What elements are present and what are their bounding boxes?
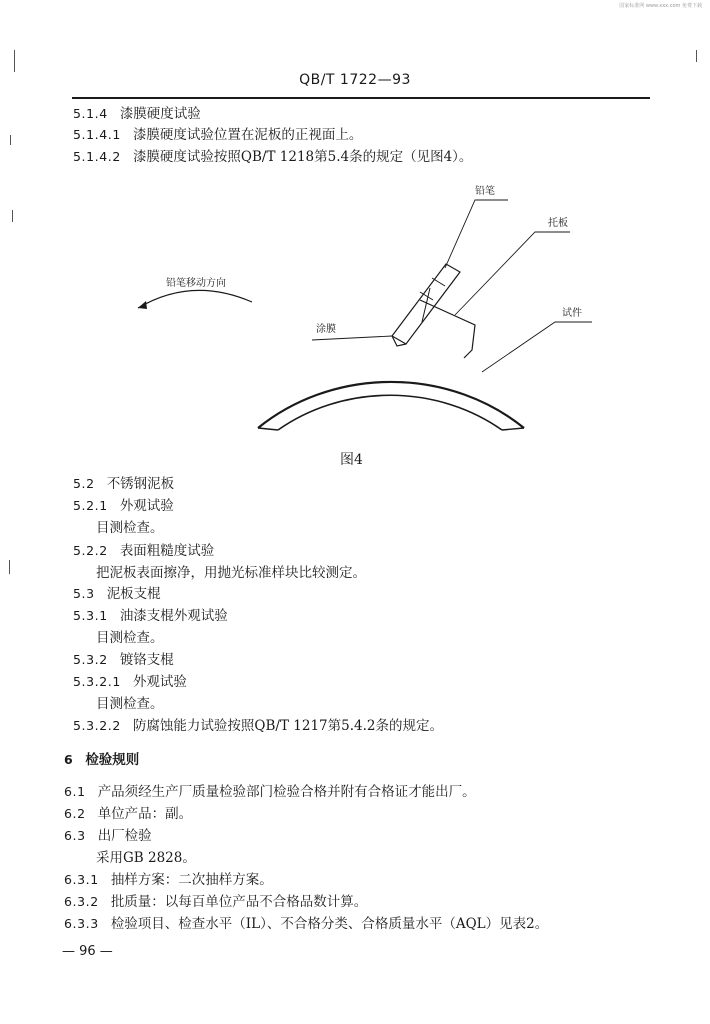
clause-number: 5.3.2 — [73, 652, 108, 667]
clause-number: 5.1.4.1 — [73, 127, 121, 142]
clause-text: 泥板支棍 — [106, 586, 161, 602]
clause-line — [73, 476, 174, 492]
clause-line — [73, 718, 443, 734]
clause-number: 6.2 — [64, 806, 86, 821]
clause-text: 漆膜硬度试验位置在泥板的正视面上。 — [132, 127, 363, 143]
clause-text: 单位产品：副。 — [97, 806, 193, 822]
clause-body — [96, 630, 164, 646]
clause-body — [96, 565, 366, 581]
clause-body — [96, 520, 164, 536]
scan-edge-mark — [10, 135, 11, 145]
clause-text: 漆膜硬度试验 — [119, 106, 201, 122]
clause-text: 产品须经生产厂质量检验部门检验合格并附有合格证才能出厂。 — [97, 784, 476, 800]
holder-bracket — [420, 300, 475, 358]
clause-number: 5.2.2 — [73, 543, 108, 558]
clause-number: 5.2.1 — [73, 498, 108, 513]
clause-body — [96, 696, 164, 712]
scan-edge-mark — [14, 50, 15, 72]
scan-edge-mark — [696, 50, 697, 62]
clause-text: 采用GB 2828。 — [96, 850, 196, 866]
direction-arc — [138, 290, 252, 308]
specimen-end-right — [502, 428, 524, 430]
clause-text: 漆膜硬度试验按照QB/T 1218第5.4条的规定（见图4）。 — [132, 149, 473, 165]
leader-pencil — [445, 200, 508, 268]
figure-caption: 图4 — [340, 452, 363, 468]
label-bracket: 托板 — [548, 218, 568, 229]
clause-text: 目测检查。 — [96, 520, 164, 536]
label-specimen: 试件 — [562, 308, 582, 319]
clause-line — [73, 127, 362, 143]
header-rule — [72, 97, 650, 99]
clause-body — [96, 850, 196, 866]
clause-text: 油漆支棍外观试验 — [119, 608, 228, 624]
clause-line — [64, 784, 476, 800]
direction-arrowhead — [138, 301, 147, 309]
clause-line — [64, 828, 152, 844]
clause-line — [73, 106, 201, 122]
clause-text: 外观试验 — [119, 498, 174, 514]
page-number: — 96 — — [62, 944, 113, 959]
clause-line — [73, 652, 174, 668]
section-number: 6 — [64, 752, 74, 767]
leader-bracket — [455, 232, 570, 315]
section-title: 检验规则 — [85, 752, 140, 768]
figure-4-diagram — [130, 180, 610, 460]
clause-number: 6.3.2 — [64, 894, 99, 909]
label-pencil: 铅笔 — [475, 186, 495, 197]
corner-watermark: 国家标准网 www.xxx.com 免费下载 — [619, 3, 702, 9]
clause-number: 5.2 — [73, 476, 95, 491]
page-header: QB/T 1722—93 — [299, 72, 411, 88]
clause-number: 5.3.2.1 — [73, 674, 121, 689]
clause-line — [64, 806, 192, 822]
section-heading — [64, 752, 139, 768]
clause-text: 抽样方案：二次抽样方案。 — [110, 872, 273, 888]
clause-text: 出厂检验 — [97, 828, 152, 844]
clause-line — [73, 149, 472, 165]
clause-number: 5.1.4 — [73, 106, 108, 121]
clause-text: 不锈钢泥板 — [106, 476, 175, 492]
clause-line — [64, 916, 548, 932]
clause-line — [73, 674, 187, 690]
clause-text: 表面粗糙度试验 — [119, 543, 215, 559]
leader-coating — [312, 336, 392, 340]
specimen-outer-arc — [258, 382, 524, 428]
clause-text: 检验项目、检查水平（IL）、不合格分类、合格质量水平（AQL）见表2。 — [110, 916, 549, 932]
specimen-inner-arc — [278, 395, 502, 430]
clause-number: 5.3 — [73, 586, 95, 601]
clause-line — [73, 586, 161, 602]
clause-text: 镀铬支棍 — [119, 652, 174, 668]
clause-text: 目测检查。 — [96, 630, 164, 646]
clause-number: 6.1 — [64, 784, 86, 799]
label-coating: 涂膜 — [316, 324, 336, 335]
clause-number: 5.3.2.2 — [73, 718, 121, 733]
clause-number: 6.3.3 — [64, 916, 99, 931]
scan-edge-mark — [12, 210, 13, 222]
clause-text: 防腐蚀能力试验按照QB/T 1217第5.4.2条的规定。 — [132, 718, 443, 734]
clause-text: 批质量：以每百单位产品不合格品数计算。 — [110, 894, 368, 910]
clause-text: 目测检查。 — [96, 696, 164, 712]
label-direction: 铅笔移动方向 — [166, 278, 226, 289]
clause-number: 6.3 — [64, 828, 86, 843]
clause-line — [73, 543, 214, 559]
clause-text: 把泥板表面擦净，用抛光标准样块比较测定。 — [96, 565, 366, 581]
clause-number: 5.1.4.2 — [73, 149, 121, 164]
specimen-end-left — [258, 428, 278, 430]
leader-specimen — [482, 322, 592, 372]
clause-line — [73, 498, 174, 514]
clause-line — [73, 608, 228, 624]
clause-line — [64, 872, 273, 888]
clause-number: 5.3.1 — [73, 608, 108, 623]
clause-text: 外观试验 — [132, 674, 187, 690]
clause-line — [64, 894, 367, 910]
scan-edge-mark — [9, 560, 10, 574]
clause-number: 6.3.1 — [64, 872, 99, 887]
